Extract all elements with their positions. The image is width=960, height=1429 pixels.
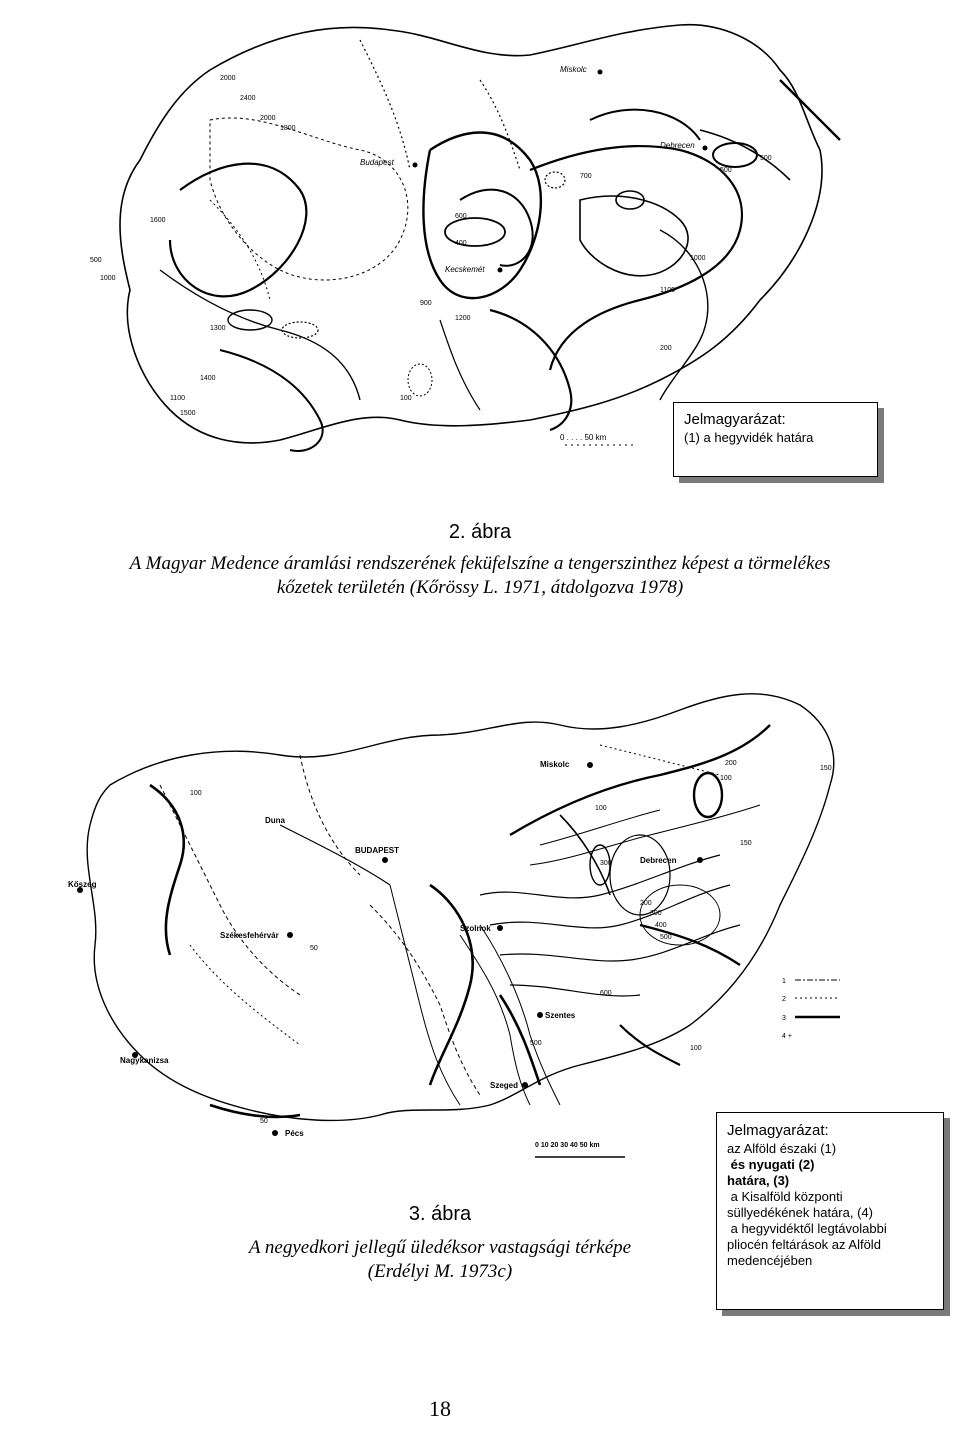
contour-label: 1100 bbox=[660, 287, 676, 294]
contour-label: 900 bbox=[420, 300, 432, 307]
legend-title: Jelmagyarázat: bbox=[684, 411, 786, 428]
city-szolnok: Szolnok bbox=[460, 924, 491, 933]
contour-label: 300 bbox=[600, 860, 612, 867]
contour-label: 1200 bbox=[455, 315, 471, 322]
city-szekesfehervar: Székesfehérvár bbox=[220, 931, 279, 940]
scale-bar bbox=[560, 433, 635, 445]
legend-item: és nyugati (2) bbox=[727, 1157, 815, 1172]
legend-title: Jelmagyarázat: bbox=[727, 1122, 829, 1139]
caption-line: A Magyar Medence áramlási rendszerének feküfelszíne a tengerszinthez képest a törmelékes bbox=[129, 553, 831, 574]
contour-label: 1000 bbox=[690, 255, 706, 262]
river-duna: Duna bbox=[265, 816, 285, 825]
city-debrecen: Debrecen bbox=[640, 856, 677, 865]
contour-label: 200 bbox=[640, 900, 652, 907]
inset-legend-4: 4 + bbox=[782, 1033, 792, 1040]
city-szentes: Szentes bbox=[545, 1011, 576, 1020]
contour-label: 100 bbox=[690, 1045, 702, 1052]
contour-label: 400 bbox=[655, 922, 667, 929]
contour-label: 2000 bbox=[220, 75, 236, 82]
inset-legend-2: 2 bbox=[782, 996, 786, 1003]
contour-label: 500 bbox=[90, 257, 102, 264]
contour-label: 150 bbox=[740, 840, 752, 847]
caption-line: (Erdélyi M. 1973c) bbox=[367, 1261, 513, 1282]
contour-label: 2400 bbox=[240, 95, 256, 102]
contour-label: 2000 bbox=[260, 115, 276, 122]
contour-label: 1800 bbox=[280, 125, 296, 132]
inset-line-legend bbox=[782, 978, 840, 1040]
legend-item: az Alföld északi (1) bbox=[727, 1141, 837, 1156]
border-outline bbox=[87, 694, 834, 1121]
caption-line: A negyedkori jellegű üledéksor vastagsági térképe bbox=[248, 1237, 632, 1258]
legend-item: medencéjében bbox=[727, 1253, 813, 1268]
city-budapest: Budapest bbox=[360, 158, 394, 167]
contour-label: 600 bbox=[455, 213, 467, 220]
city-miskolc: Miskolc bbox=[560, 65, 587, 74]
contour-label: 1300 bbox=[210, 325, 226, 332]
legend-item: a Kisalföld központi bbox=[727, 1189, 843, 1204]
figure3-legend bbox=[716, 1112, 944, 1310]
contour-label: 500 bbox=[720, 167, 732, 174]
contour-label: 50 bbox=[260, 1118, 268, 1125]
city-budapest: BUDAPEST bbox=[355, 846, 400, 855]
figure-number: 3. ábra bbox=[408, 1203, 472, 1225]
legend-item: határa, (3) bbox=[727, 1173, 790, 1188]
city-nagykanizsa: Nagykanizsa bbox=[120, 1056, 169, 1065]
contour-label: 100 bbox=[190, 790, 202, 797]
contour-label: 200 bbox=[660, 345, 672, 352]
contour-label: 1100 bbox=[170, 395, 186, 402]
page-number: 18 bbox=[429, 1396, 451, 1421]
contour-label: 300 bbox=[650, 910, 662, 917]
inset-legend-3: 3 bbox=[782, 1015, 786, 1022]
caption-line: kőzetek területén (Kőrössy L. 1971, átdolgozva 1978) bbox=[276, 577, 684, 598]
contour-label: 600 bbox=[600, 990, 612, 997]
contour-label: 500 bbox=[530, 1040, 542, 1047]
border-outline bbox=[120, 25, 822, 443]
scale-label: 0 . . . . 50 km bbox=[560, 433, 607, 442]
scale-bar bbox=[535, 1142, 625, 1157]
contour-label: 500 bbox=[660, 934, 672, 941]
city-debrecen: Debrecen bbox=[660, 141, 695, 150]
contour-label: 1500 bbox=[180, 410, 196, 417]
legend-item: pliocén feltárások az Alföld bbox=[727, 1237, 881, 1252]
contour-label: 1000 bbox=[100, 275, 116, 282]
contour-label: 400 bbox=[455, 240, 467, 247]
contour-label: 100 bbox=[720, 775, 732, 782]
figure-number: 2. ábra bbox=[448, 521, 512, 543]
figure3-caption bbox=[180, 1202, 700, 1284]
contour-label: 700 bbox=[580, 173, 592, 180]
contour-label: 200 bbox=[725, 760, 737, 767]
contour-label: 500 bbox=[760, 155, 772, 162]
contour-label: 150 bbox=[820, 765, 832, 772]
city-kecskemet: Kecskemét bbox=[445, 265, 485, 274]
inset-legend-1: 1 bbox=[782, 978, 786, 985]
figure2-caption bbox=[0, 520, 960, 600]
city-szeged: Szeged bbox=[490, 1081, 519, 1090]
scale-label: 0 10 20 30 40 50 km bbox=[535, 1142, 600, 1149]
figure2-legend bbox=[673, 402, 878, 477]
contour-label: 100 bbox=[595, 805, 607, 812]
contour-label: 1400 bbox=[200, 375, 216, 382]
contour-label: 50 bbox=[310, 945, 318, 952]
contour-label: 100 bbox=[400, 395, 412, 402]
legend-item: süllyedékének határa, (4) bbox=[727, 1205, 873, 1220]
legend-item: (1) a hegyvidék határa bbox=[684, 430, 814, 445]
legend-item: a hegyvidéktől legtávolabbi bbox=[727, 1221, 887, 1236]
city-pecs: Pécs bbox=[285, 1129, 304, 1138]
contour-label: 1600 bbox=[150, 217, 166, 224]
city-koszeg: Kőszeg bbox=[68, 880, 97, 889]
city-miskolc: Miskolc bbox=[540, 760, 570, 769]
